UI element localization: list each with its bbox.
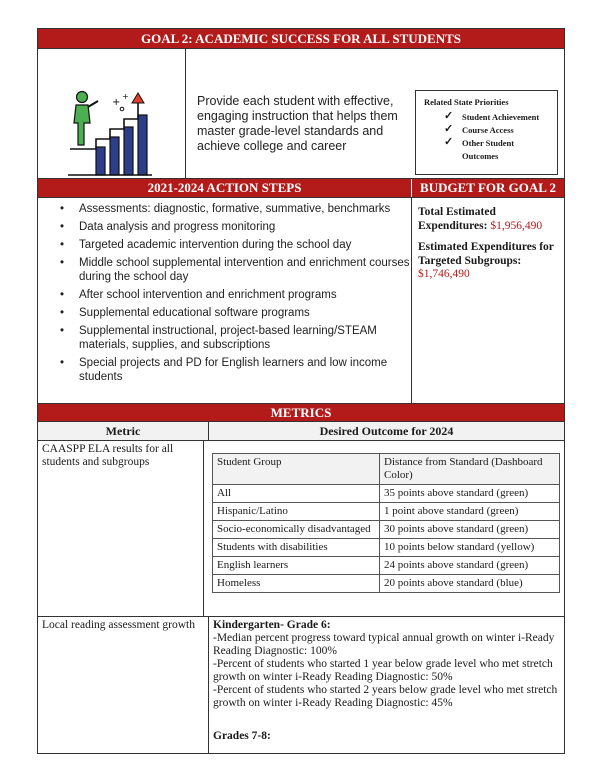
table-row: Hispanic/Latino 1 point above standard (green) xyxy=(213,503,560,521)
reading-line: -Percent of students who started 2 years below grade level who met stretch growth on winter i-Ready Reading Diagnostic: 45% xyxy=(213,684,558,709)
svg-text:+: + xyxy=(122,92,129,101)
actions-section xyxy=(38,198,564,404)
goal-title: GOAL 2: ACADEMIC SUCCESS FOR ALL STUDENTS xyxy=(38,29,564,49)
state-priorities-box xyxy=(415,90,558,175)
reading-line: -Percent of students who started 1 year below grade level who met stretch growth on winter i-Ready Reading Diagnostic: 50% xyxy=(213,658,553,683)
budget-panel xyxy=(412,198,564,403)
svg-text:+: + xyxy=(112,97,121,108)
reading-line: -Median percent progress toward typical annual growth on winter i-Ready Reading Diagnostic: 100% xyxy=(213,632,555,657)
check-icon: ✓ xyxy=(444,123,454,135)
action-steps-list xyxy=(38,198,412,403)
icon-cell xyxy=(38,49,186,178)
growth-chart-icon xyxy=(66,89,156,177)
list-item: • Supplemental instructional, project-based learning/STEAM materials, supplies, and subscriptions xyxy=(38,324,411,352)
goal-overview xyxy=(38,49,564,179)
list-item: • Middle school supplemental intervention and enrichment courses during the school day xyxy=(38,256,411,284)
priority-item: ✓ Course Access xyxy=(444,123,514,135)
description-cell xyxy=(186,49,564,178)
table-row xyxy=(38,617,564,753)
goal-description: Provide each student with effective, engaging instruction that helps them master grade-level standards and achieve college and career xyxy=(197,94,398,153)
metric-column-header: Metric xyxy=(38,422,209,440)
list-item: • After school intervention and enrichment programs xyxy=(38,288,411,302)
table-row xyxy=(38,441,564,617)
priority-item: ✓ Student Achievement xyxy=(444,110,540,122)
targeted-expenditures-value: $1,746,490 xyxy=(418,268,470,280)
priorities-title: Related State Priorities xyxy=(424,97,509,107)
table-row: English learners 24 points above standard (green) xyxy=(213,557,560,575)
list-item: • Supplemental educational software programs xyxy=(38,306,411,320)
table-row: Homeless 20 points above standard (blue) xyxy=(213,575,560,593)
check-icon: ✓ xyxy=(444,136,454,148)
reading-metric: Local reading assessment growth xyxy=(38,617,209,753)
list-item: • Special projects and PD for English learners and low income students xyxy=(38,356,411,384)
metrics-header: METRICS xyxy=(38,404,564,422)
budget-header: BUDGET FOR GOAL 2 xyxy=(412,179,564,197)
table-row: Student Group Distance from Standard (Dashboard Color) xyxy=(213,454,560,485)
reading-heading-k6: Kindergarten- Grade 6: xyxy=(213,619,331,631)
list-item: • Targeted academic intervention during the school day xyxy=(38,238,411,252)
table-row: Socio-economically disadvantaged 30 points above standard (green) xyxy=(213,521,560,539)
reading-heading-78: Grades 7-8: xyxy=(213,730,271,742)
table-row: All 35 points above standard (green) xyxy=(213,485,560,503)
action-steps-header: 2021-2024 ACTION STEPS xyxy=(38,179,412,197)
metrics-column-headers xyxy=(38,422,564,441)
caaspp-metric: CAASPP ELA results for all students and subgroups xyxy=(38,441,204,616)
table-row: Students with disabilities 10 points below standard (yellow) xyxy=(213,539,560,557)
caaspp-outcome xyxy=(204,441,564,616)
goal-document xyxy=(37,28,565,754)
list-item: • Data analysis and progress monitoring xyxy=(38,220,411,234)
section-header xyxy=(38,179,564,198)
targeted-expenditures: Estimated Expenditures for Targeted Subgroups: $1,746,490 xyxy=(418,241,554,280)
priority-item: ✓ Other Student Outcomes xyxy=(444,136,515,161)
outcome-column-header: Desired Outcome for 2024 xyxy=(319,424,454,438)
total-expenditures: Total Estimated Expenditures: $1,956,490 xyxy=(418,206,543,232)
reading-outcome xyxy=(209,617,564,753)
distance-from-standard-table xyxy=(212,453,560,593)
list-item: • Assessments: diagnostic, formative, summative, benchmarks xyxy=(38,202,411,216)
total-expenditures-value: $1,956,490 xyxy=(490,219,543,232)
check-icon: ✓ xyxy=(444,110,454,122)
